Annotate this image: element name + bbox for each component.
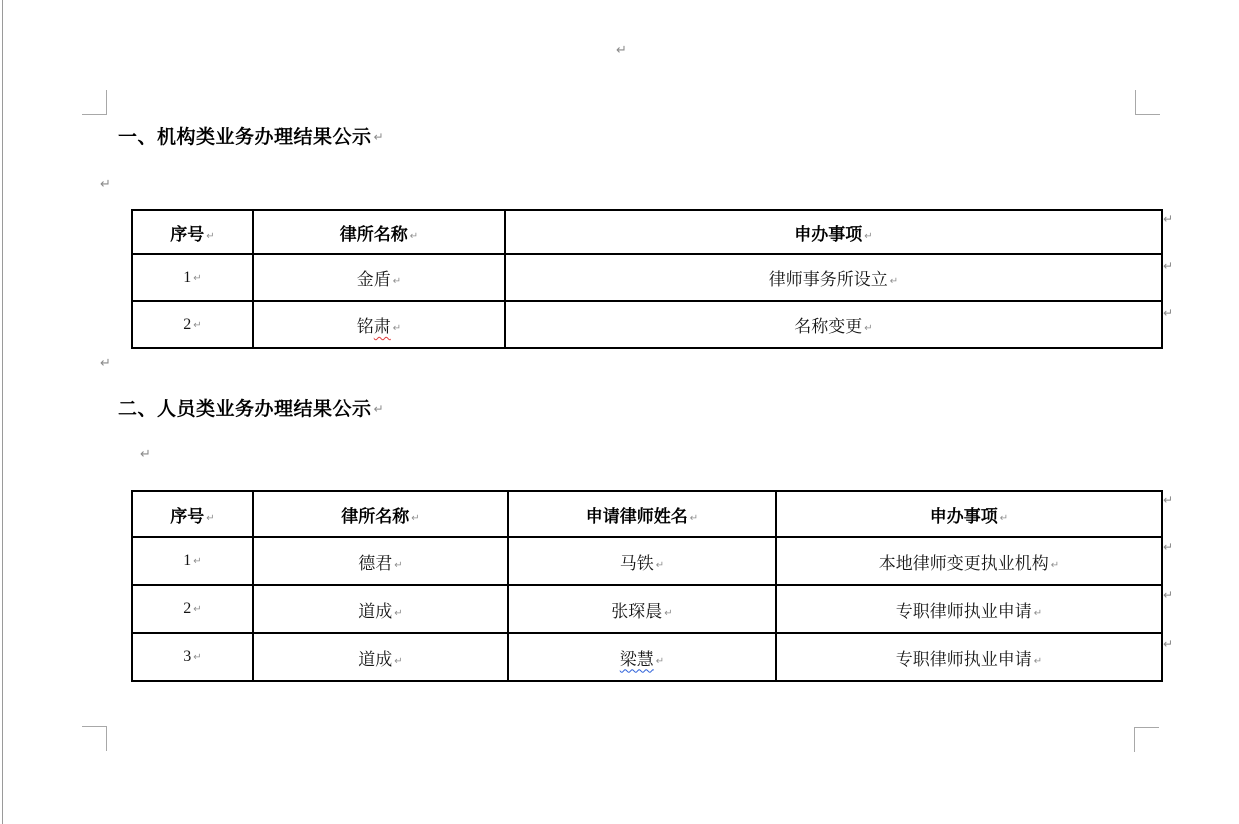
section-2-heading[interactable] [118,398,384,421]
cell-text: 张琛晨 [611,601,663,621]
cell-index[interactable] [132,585,253,633]
margin-crop-mark-top-right [1135,90,1160,115]
header-text: 律所名称 [341,506,410,526]
cell-end-mark: ↵ [999,512,1009,524]
cell-text: 3 [183,648,192,665]
institution-results-table [131,209,1163,349]
table-row [132,210,1162,254]
header-cell-firm-name[interactable] [253,491,508,537]
cell-end-mark: ↵ [206,230,215,242]
table-row [132,301,1162,348]
header-text: 申办事项 [794,224,863,244]
cell-matter[interactable] [776,585,1162,633]
cell-end-mark: ↵ [394,559,403,571]
cell-lawyer-name[interactable] [508,585,776,633]
paragraph-mark: ↵ [100,177,111,192]
row-end-mark: ↵ [1163,493,1174,507]
header-text: 申办事项 [929,506,998,526]
cell-matter[interactable] [505,254,1162,301]
cell-end-mark: ↵ [193,272,202,284]
cell-end-mark: ↵ [392,323,402,334]
paragraph-mark: ↵ [373,130,385,144]
cell-matter[interactable] [505,301,1162,348]
cell-index[interactable] [132,254,253,301]
cell-firm-name[interactable] [253,301,505,348]
row-end-mark: ↵ [1163,637,1174,651]
cell-matter[interactable] [776,537,1162,585]
cell-end-mark: ↵ [206,512,215,524]
cell-end-mark: ↵ [889,276,899,287]
table-row [132,491,1162,537]
section-2-heading-text: 二、人员类业务办理结果公示 [118,399,372,420]
cell-end-mark: ↵ [193,604,202,615]
cell-end-mark: ↵ [392,276,402,287]
section-1-heading-text: 一、机构类业务办理结果公示 [118,127,372,148]
cell-text: 2 [183,315,192,333]
cell-end-mark: ↵ [394,607,403,619]
section-1-heading[interactable] [118,126,384,149]
margin-crop-mark-top-left [82,90,107,115]
cell-end-mark: ↵ [655,655,665,667]
header-cell-matter[interactable] [505,210,1162,254]
cell-index[interactable] [132,633,253,681]
paragraph-mark: ↵ [373,402,385,416]
header-text: 序号 [170,506,205,526]
cell-lawyer-name[interactable] [508,633,776,681]
header-cell-firm-name[interactable] [253,210,505,254]
header-cell-matter[interactable] [776,491,1162,537]
cell-end-mark: ↵ [1033,607,1043,619]
cell-text: 道成 [358,601,393,621]
row-end-mark: ↵ [1163,588,1174,602]
cell-text: 名称变更 [794,317,863,336]
cell-text: 本地律师变更执业机构 [878,553,1049,573]
table-row [132,537,1162,585]
table-row [132,633,1162,681]
row-end-mark: ↵ [1163,540,1174,554]
row-end-mark: ↵ [1163,212,1174,226]
table-row [132,585,1162,633]
cell-text: 1 [183,552,192,569]
grammar-underline-blue: 梁慧 [619,649,654,669]
paragraph-mark: ↵ [140,447,151,462]
cell-firm-name[interactable] [253,254,505,301]
cell-firm-name[interactable] [253,633,508,681]
header-text: 序号 [170,224,205,244]
cell-text: 德君 [358,553,393,573]
cell-lawyer-name[interactable] [508,537,776,585]
cell-end-mark: ↵ [664,607,673,619]
paragraph-mark: ↵ [616,43,627,58]
paragraph-mark: ↵ [100,356,111,371]
cell-end-mark: ↵ [864,323,873,334]
row-end-mark: ↵ [1163,306,1174,320]
margin-crop-mark-bottom-left [82,726,107,751]
cell-end-mark: ↵ [1033,655,1043,667]
cell-end-mark: ↵ [655,559,665,571]
cell-text: 金盾 [356,270,391,289]
cell-end-mark: ↵ [193,319,202,331]
margin-crop-mark-bottom-right [1134,727,1159,752]
cell-text: 铭 [356,317,374,336]
header-cell-lawyer-name[interactable] [508,491,776,537]
cell-firm-name[interactable] [253,537,508,585]
cell-text: 专职律师执业申请 [895,649,1032,669]
cell-end-mark: ↵ [689,512,699,524]
spellcheck-underline-red: 肃 [373,317,391,336]
cell-end-mark: ↵ [394,655,403,667]
cell-end-mark: ↵ [864,230,873,242]
cell-end-mark: ↵ [1050,559,1060,571]
cell-text: 马铁 [619,553,654,573]
header-text: 律所名称 [339,224,408,244]
personnel-results-table [131,490,1163,682]
row-end-mark: ↵ [1163,259,1174,273]
cell-end-mark: ↵ [193,556,202,567]
cell-end-mark: ↵ [409,230,419,242]
cell-firm-name[interactable] [253,585,508,633]
cell-text: 律师事务所设立 [768,270,888,289]
header-cell-index[interactable] [132,210,253,254]
cell-end-mark: ↵ [193,652,202,663]
cell-text: 2 [183,600,192,617]
cell-index[interactable] [132,537,253,585]
cell-end-mark: ↵ [411,512,420,524]
header-text: 申请律师姓名 [585,506,688,526]
table-row [132,254,1162,301]
cell-text: 专职律师执业申请 [895,601,1032,621]
header-cell-index[interactable] [132,491,253,537]
cell-text: 道成 [358,649,393,669]
page-left-edge [2,0,3,824]
cell-text: 1 [183,268,192,286]
cell-matter[interactable] [776,633,1162,681]
cell-index[interactable] [132,301,253,348]
